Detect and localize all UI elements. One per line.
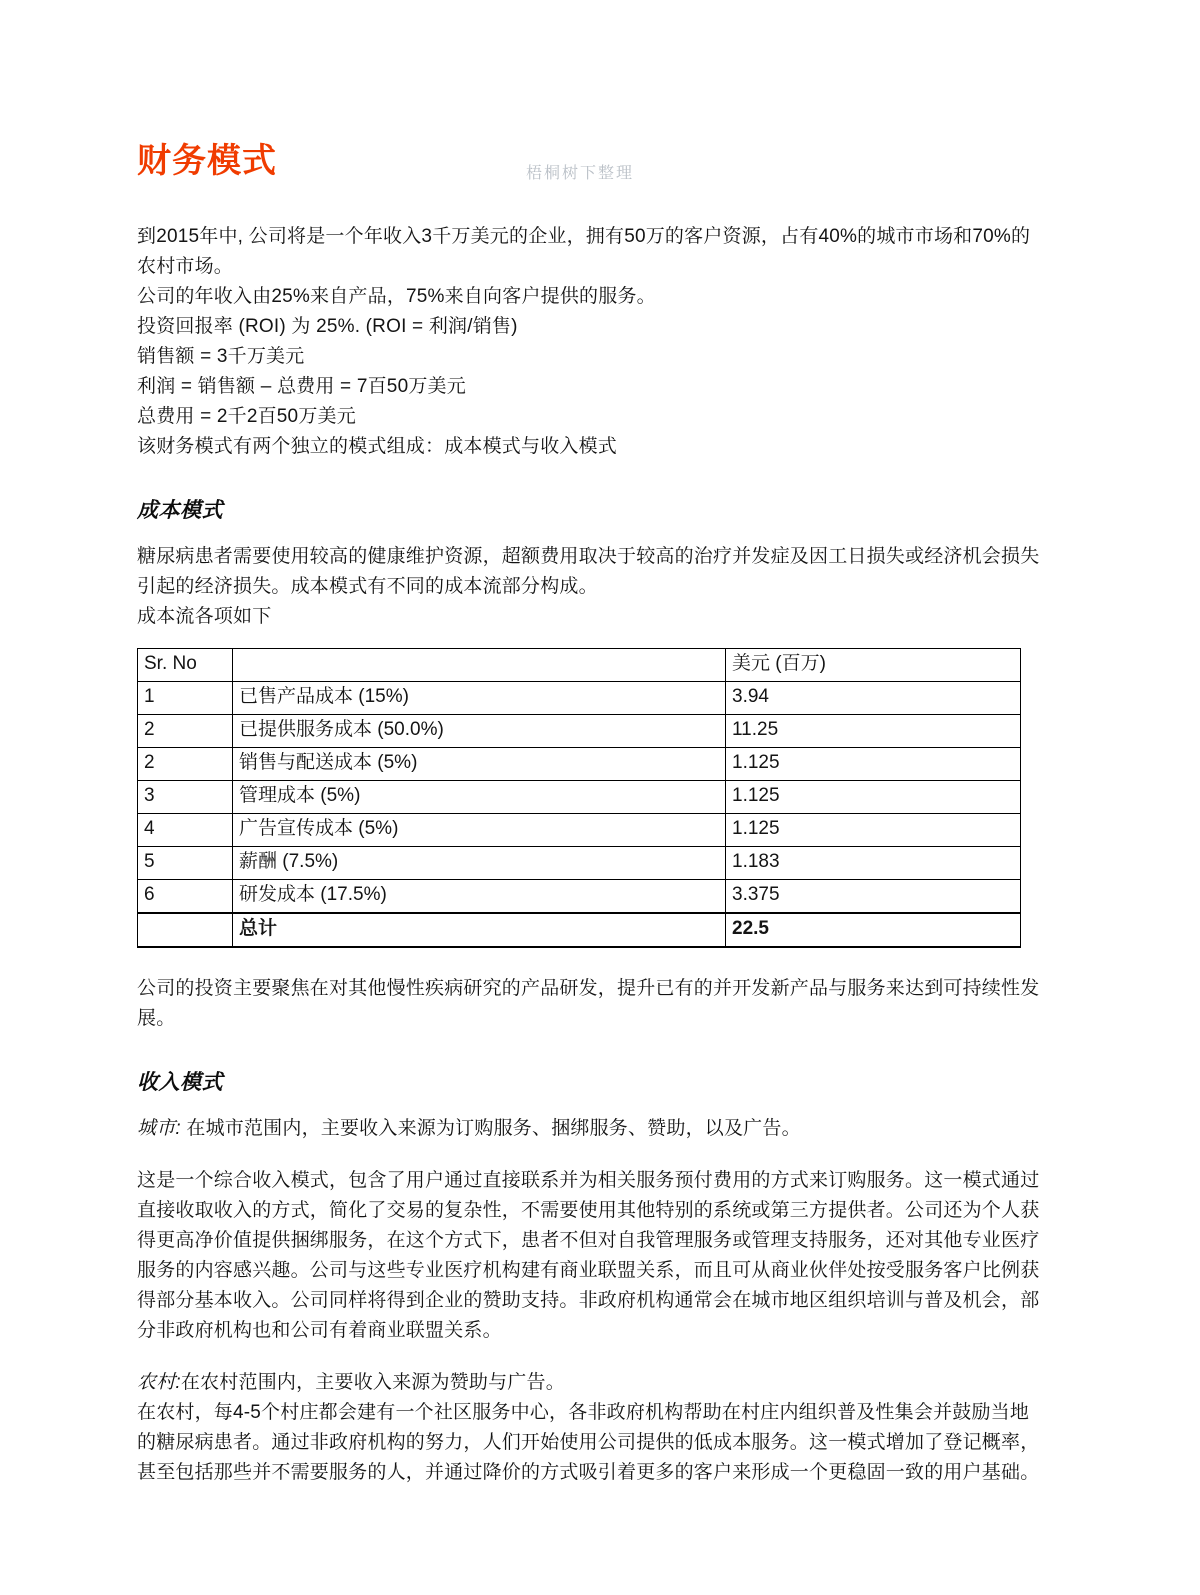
cost-table-lead: 成本流各项如下 — [137, 606, 272, 627]
cell-item: 销售与配送成本 (5%) — [233, 748, 726, 781]
cell-item: 已提供服务成本 (50.0%) — [233, 715, 726, 748]
cell-amount: 1.125 — [726, 781, 1021, 814]
intro-line-1: 到2015年中, 公司将是一个年收入3千万美元的企业，拥有50万的客户资源，占有40%的城市市场和70%的农村市场。 — [137, 226, 1031, 277]
cost-model-closing-paragraph: 公司的投资主要聚焦在对其他慢性疾病研究的产品研发，提升已有的并开发新产品与服务来达到可持续性发展。 — [137, 978, 1040, 1029]
cell-sr-no: 2 — [138, 748, 233, 781]
intro-line-6: 总费用 = 2千2百50万美元 — [137, 406, 356, 427]
intro-line-4: 销售额 = 3千万美元 — [137, 346, 305, 367]
rural-lead-text: 在农村范围内，主要收入来源为赞助与广告。 — [180, 1372, 565, 1393]
cell-amount: 1.125 — [726, 748, 1021, 781]
cell-total-label: 总计 — [233, 913, 726, 947]
cost-model-paragraph: 糖尿病患者需要使用较高的健康维护资源，超额费用取决于较高的治疗并发症及因工日损失或经济机会损失引起的经济损失。成本模式有不同的成本流部分构成。 — [137, 546, 1040, 597]
cell-total-amount: 22.5 — [726, 913, 1021, 947]
urban-revenue-lead — [137, 1114, 1042, 1144]
page-title: 财务模式 — [137, 142, 277, 180]
cell-amount: 1.183 — [726, 847, 1021, 880]
cell-sr-no: 4 — [138, 814, 233, 847]
cell-item: 已售产品成本 (15%) — [233, 682, 726, 715]
col-header-sr-no: Sr. No — [138, 649, 233, 682]
cell-sr-no: 3 — [138, 781, 233, 814]
cell-sr-no: 6 — [138, 880, 233, 914]
col-header-amount: 美元 (百万) — [726, 649, 1021, 682]
cell-sr-no: 2 — [138, 715, 233, 748]
urban-revenue-paragraph: 这是一个综合收入模式，包含了用户通过直接联系并为相关服务预付费用的方式来订购服务。这一模式通过直接收取收入的方式，简化了交易的复杂性，不需要使用其他特别的系统或第三方提供者。公司还为个人获得更高净价值提供捆绑服务，在这个方式下，患者不但对自我管理服务或管理支持服务，还对其他专业医疗服务的内容感兴趣。公司与这些专业医疗机构建有商业联盟关系，而且可从商业伙伴处按受服务客户比例获得部分基本收入。公司同样将得到企业的赞助支持。非政府机构通常会在城市地区组织培训与普及机会，部分非政府机构也和公司有着商业联盟关系。 — [137, 1170, 1040, 1341]
cell-sr-no: 1 — [138, 682, 233, 715]
cell-amount: 1.125 — [726, 814, 1021, 847]
table-row — [138, 847, 1021, 880]
cell-item: 管理成本 (5%) — [233, 781, 726, 814]
intro-line-7: 该财务模式有两个独立的模式组成：成本模式与收入模式 — [137, 436, 618, 457]
revenue-model-heading: 收入模式 — [137, 1071, 223, 1094]
rural-revenue-paragraph: 在农村，每4-5个村庄都会建有一个社区服务中心，各非政府机构帮助在村庄内组织普及性集会并鼓励当地的糖尿病患者。通过非政府机构的努力，人们开始使用公司提供的低成本服务。这一模式增加了登记概率，甚至包括那些并不需要服务的人，并通过降价的方式吸引着更多的客户来形成一个更稳固一致的用户基础。 — [137, 1402, 1040, 1483]
document-header — [137, 140, 1042, 222]
cell-amount: 11.25 — [726, 715, 1021, 748]
cell-item: 研发成本 (17.5%) — [233, 880, 726, 914]
urban-lead-text: 在城市范围内，主要收入来源为订购服务、捆绑服务、赞助，以及广告。 — [180, 1118, 801, 1139]
table-row — [138, 682, 1021, 715]
watermark-text: 梧桐树下整理 — [526, 165, 635, 182]
cell-sr-no: 5 — [138, 847, 233, 880]
table-row — [138, 781, 1021, 814]
rural-label: 农村: — [137, 1372, 181, 1393]
table-header-row — [138, 649, 1021, 682]
intro-line-5: 利润 = 销售额 – 总费用 = 7百50万美元 — [137, 376, 466, 397]
cost-model-heading: 成本模式 — [137, 499, 223, 522]
intro-line-2: 公司的年收入由25%来自产品，75%来自向客户提供的服务。 — [137, 286, 656, 307]
urban-label: 城市: — [137, 1118, 181, 1139]
col-header-item — [233, 649, 726, 682]
document-content — [137, 0, 1042, 1488]
table-row — [138, 814, 1021, 847]
intro-block — [137, 222, 1042, 462]
rural-revenue-lead — [137, 1368, 1042, 1398]
cell-item: 薪酬 (7.5%) — [233, 847, 726, 880]
cost-stream-table — [137, 648, 1021, 948]
cell-amount: 3.375 — [726, 880, 1021, 914]
cell-total-blank — [138, 913, 233, 947]
cost-table-wrapper — [137, 648, 1042, 948]
table-total-row — [138, 913, 1021, 947]
table-row — [138, 880, 1021, 914]
cell-item: 广告宣传成本 (5%) — [233, 814, 726, 847]
intro-line-3: 投资回报率 (ROI) 为 25%. (ROI = 利润/销售) — [137, 316, 518, 337]
table-row — [138, 715, 1021, 748]
cell-amount: 3.94 — [726, 682, 1021, 715]
table-row — [138, 748, 1021, 781]
